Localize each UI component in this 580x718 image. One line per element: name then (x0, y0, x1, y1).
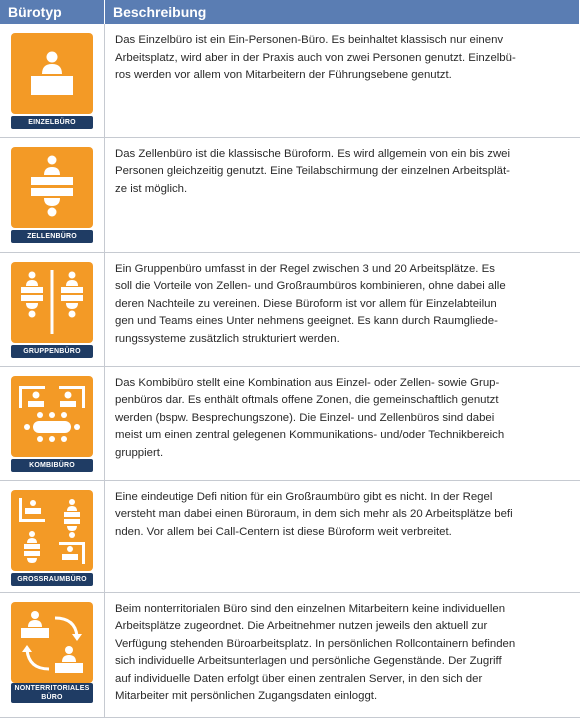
description-line: gruppiert. (115, 446, 164, 459)
description-line: nden. Vor allem bei Call-Centern ist diese Büroform weit verbreitet. (115, 525, 452, 538)
type-label-line: BÜRO (41, 693, 63, 701)
type-label-line: NONTERRITORIALES (14, 684, 90, 692)
description-line: Verfügung stehenden Büroarbeitsplatz. In persönlichen Rollcontainern befinden (115, 637, 516, 650)
type-cell (0, 592, 105, 717)
description-cell (105, 252, 580, 366)
non-territorial-office-icon (11, 602, 93, 683)
table-row (0, 366, 580, 480)
table-row (0, 137, 580, 252)
description-line: Das Kombibüro stellt eine Kombination aus Einzel- oder Zellen- sowie Grup- (115, 376, 500, 389)
type-label: ZELLENBÜRO (11, 230, 93, 243)
cell-office-icon (11, 147, 93, 228)
table-header-row (0, 0, 580, 24)
description-line: Personen gleichzeitig genutzt. Eine Teilabschirmung der einzelnen Arbeitsplät- (115, 165, 510, 178)
description-line: penbüros dar. Es enthält oftmals offene Zonen, die gemeinschaftlich genutzt (115, 394, 499, 407)
description-line: Eine eindeutige Defi nition für ein Großraumbüro gibt es nicht. In der Regel (115, 490, 493, 503)
type-cell (0, 252, 105, 366)
type-cell (0, 366, 105, 480)
description-line: rungssysteme zusätzlich strukturiert werden. (115, 332, 340, 345)
type-label: GRUPPENBÜRO (11, 345, 93, 358)
description-cell (105, 480, 580, 592)
type-label: GROSSRAUMBÜRO (11, 573, 93, 586)
table-row (0, 592, 580, 717)
description-line: soll die Vorteile von Zellen- und Großraumbüros kombinieren, ohne dabei alle (115, 280, 506, 293)
type-label: EINZELBÜRO (11, 116, 93, 129)
description-line: deren Nachteile zu vereinen. Diese Büroform ist vor allem für Einzelabteilun (115, 297, 497, 310)
combi-office-icon (11, 376, 93, 457)
description-line: Das Einzelbüro ist ein Ein-Personen-Büro. Es beinhaltet klassisch nur einenv (115, 34, 504, 46)
table-row (0, 24, 580, 137)
description-cell (105, 592, 580, 717)
group-office-icon (11, 262, 93, 343)
description-line: ros werden vor allem von Mitarbeitern der Führungsebene genutzt. (115, 69, 452, 82)
description-line: Arbeitsplatz, wird aber in der Praxis auch von zwei Personen genutzt. Einzelbü- (115, 51, 516, 64)
header-beschreibung: Beschreibung (105, 0, 580, 24)
description-line: auf individuelle Daten erfolgt über einen zentralen Server, in den sich der (115, 672, 483, 685)
table-row (0, 480, 580, 592)
description-cell (105, 366, 580, 480)
open-plan-office-icon (11, 490, 93, 571)
description-line: Das Zellenbüro ist die klassische Büroform. Es wird allgemein von ein bis zwei (115, 147, 511, 160)
single-office-icon (11, 33, 93, 114)
description-line: Mitarbeiter mit persönlichen Zugangsdaten einloggt. (115, 690, 378, 703)
description-line: ze ist möglich. (115, 182, 188, 195)
type-cell (0, 480, 105, 592)
table-row (0, 252, 580, 366)
type-label (11, 683, 93, 703)
description-cell (105, 137, 580, 252)
description-line: werden (bspw. Besprechungszone). Die Einzel- und Zellenbüros sind dabei (115, 411, 495, 424)
description-line: Ein Gruppenbüro umfasst in der Regel zwischen 3 und 20 Arbeitsplätze. Es (115, 262, 495, 275)
description-line: gen und Teams eines Unter nehmens geeignet. Es kann durch Raumgliede- (115, 315, 498, 328)
description-line: meist um einen zentral gelegenen Kommunikations- und/oder Technikbereich (115, 429, 505, 442)
type-cell (0, 24, 105, 137)
type-cell (0, 137, 105, 252)
description-line: versteht man dabei einen Büroraum, in dem sich mehr als 20 Arbeitsplätze befi (115, 508, 513, 521)
header-buerotyp: Bürotyp (0, 0, 105, 24)
description-cell (105, 24, 580, 137)
description-line: sich individuelle Arbeitsunterlagen und persönliche Gegenstände. Der Zugriff (115, 655, 502, 668)
description-line: Beim nonterritorialen Büro sind den einzelnen Mitarbeitern keine individuellen (115, 602, 506, 615)
description-line: Arbeitsplätze zugeordnet. Die Arbeitnehmer nutzen jeweils den aktuell zur (115, 620, 488, 633)
type-label: KOMBIBÜRO (11, 459, 93, 472)
